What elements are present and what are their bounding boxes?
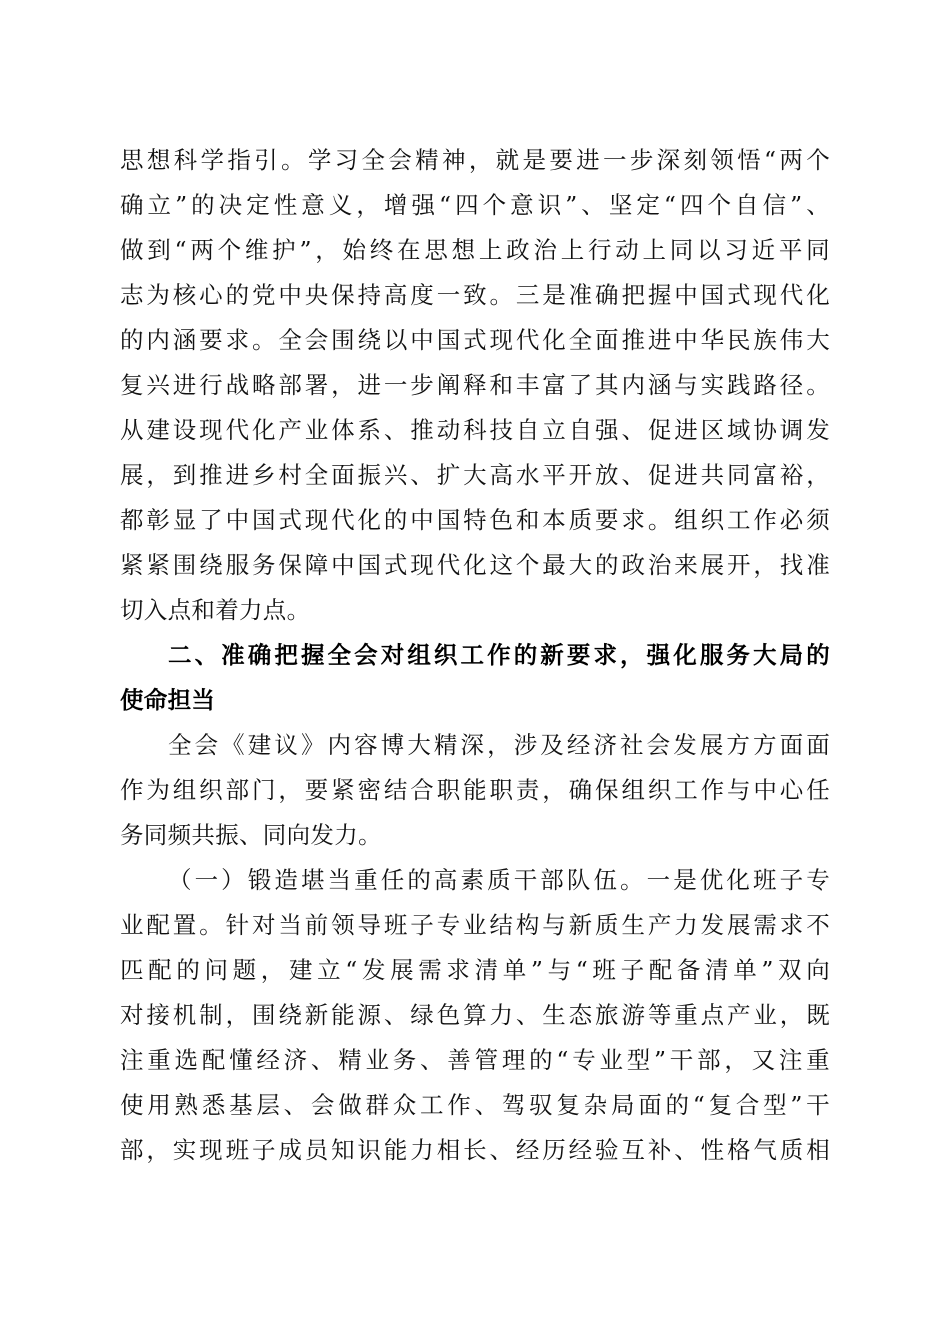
section-heading: 二、准确把握全会对组织工作的新要求，强化服务大局的 [168, 641, 830, 669]
body-text-line: 复兴进行战略部署，进一步阐释和丰富了其内涵与实践路径。 [120, 371, 830, 399]
body-text-line: 部，实现班子成员知识能力相长、经历经验互补、性格气质相 [120, 1136, 830, 1164]
body-text-line: （一）锻造堪当重任的高素质干部队伍。一是优化班子专 [168, 866, 830, 894]
body-text-line: 都彰显了中国式现代化的中国特色和本质要求。组织工作必须 [120, 506, 830, 534]
body-text-line: 展，到推进乡村全面振兴、扩大高水平开放、促进共同富裕， [120, 461, 830, 489]
body-text-line: 注重选配懂经济、精业务、善管理的“专业型”干部，又注重 [120, 1046, 830, 1074]
body-text-line: 做到“两个维护”，始终在思想上政治上行动上同以习近平同 [120, 236, 830, 264]
body-text-line: 匹配的问题，建立“发展需求清单”与“班子配备清单”双向 [120, 956, 830, 984]
body-text-line: 使用熟悉基层、会做群众工作、驾驭复杂局面的“复合型”干 [120, 1091, 830, 1119]
body-text-line: 思想科学指引。学习全会精神，就是要进一步深刻领悟“两个 [120, 146, 830, 174]
body-text-line: 务同频共振、同向发力。 [120, 821, 382, 849]
body-text-line: 业配置。针对当前领导班子专业结构与新质生产力发展需求不 [120, 911, 830, 939]
body-text-line: 紧紧围绕服务保障中国式现代化这个最大的政治来展开，找准 [120, 551, 830, 579]
body-text-line: 全会《建议》内容博大精深，涉及经济社会发展方方面面 [168, 731, 830, 759]
body-text-line: 切入点和着力点。 [120, 596, 311, 624]
body-text-line: 的内涵要求。全会围绕以中国式现代化全面推进中华民族伟大 [120, 326, 830, 354]
body-text-line: 对接机制，围绕新能源、绿色算力、生态旅游等重点产业，既 [120, 1001, 830, 1029]
section-heading-continued: 使命担当 [120, 686, 216, 714]
body-text-line: 志为核心的党中央保持高度一致。三是准确把握中国式现代化 [120, 281, 830, 309]
body-text-line: 确立”的决定性意义，增强“四个意识”、坚定“四个自信”、 [120, 191, 830, 219]
body-text-line: 从建设现代化产业体系、推动科技自立自强、促进区域协调发 [120, 416, 830, 444]
body-text-line: 作为组织部门，要紧密结合职能职责，确保组织工作与中心任 [120, 776, 830, 804]
